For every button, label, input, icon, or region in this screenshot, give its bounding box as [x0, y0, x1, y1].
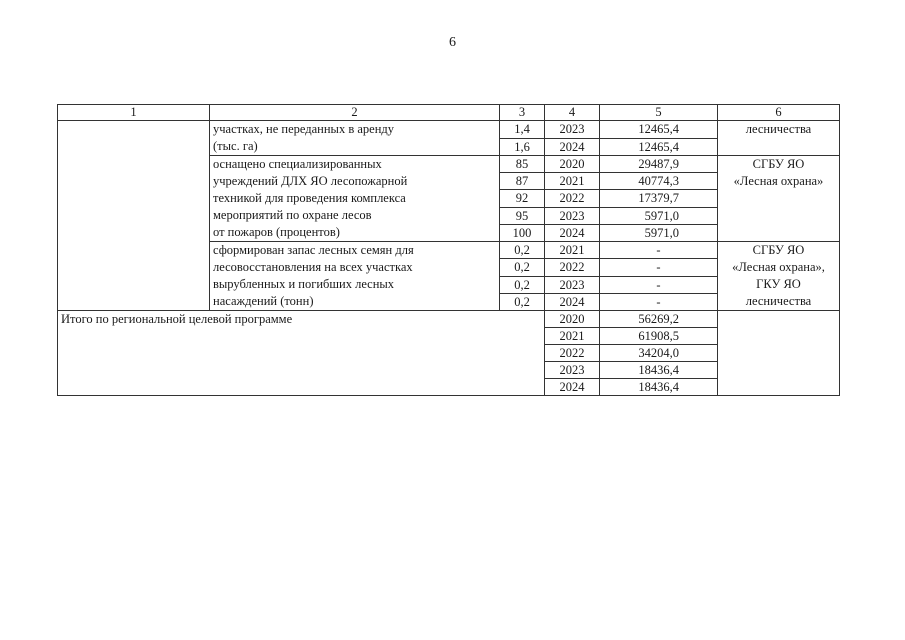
page-number: 6 — [449, 35, 456, 50]
amount-cell: - — [600, 259, 718, 276]
amount-cell: 40774,3 — [600, 173, 718, 190]
organization-cell: лесничества — [718, 121, 840, 156]
empty-org-cell — [718, 311, 840, 396]
amount-cell: 61908,5 — [600, 328, 718, 345]
header-cell: 3 — [500, 105, 545, 121]
year-cell: 2024 — [545, 293, 600, 310]
indicator-text: сформирован запас лесных семян для лесовосстановления на всех участках вырубленных и погибших лесных насаждений (тонн) — [210, 242, 500, 311]
year-cell: 2023 — [545, 276, 600, 293]
amount-cell: 56269,2 — [600, 311, 718, 328]
value-cell: 0,2 — [500, 242, 545, 259]
year-cell: 2023 — [545, 207, 600, 224]
year-cell: 2022 — [545, 259, 600, 276]
amount-cell: 29487,9 — [600, 156, 718, 173]
program-table — [57, 104, 840, 396]
indicator-text: оснащено специализированных учреждений ДЛХ ЯО лесопожарной техникой для проведения комплекса мероприятий по охране лесов от пожаров (процентов) — [210, 156, 500, 242]
year-cell: 2021 — [545, 242, 600, 259]
value-cell: 100 — [500, 224, 545, 241]
value-cell: 0,2 — [500, 276, 545, 293]
year-cell: 2024 — [545, 138, 600, 156]
year-cell: 2023 — [545, 362, 600, 379]
header-cell: 2 — [210, 105, 500, 121]
year-cell: 2024 — [545, 379, 600, 396]
value-cell: 1,4 — [500, 121, 545, 139]
value-cell: 0,2 — [500, 293, 545, 310]
year-cell: 2022 — [545, 345, 600, 362]
year-cell: 2020 — [545, 311, 600, 328]
indicator-text: участках, не переданных в аренду (тыс. га) — [210, 121, 500, 156]
value-cell: 0,2 — [500, 259, 545, 276]
amount-cell: - — [600, 276, 718, 293]
value-cell: 95 — [500, 207, 545, 224]
header-cell: 5 — [600, 105, 718, 121]
amount-cell: 17379,7 — [600, 190, 718, 207]
header-cell: 6 — [718, 105, 840, 121]
amount-cell: 12465,4 — [600, 138, 718, 156]
organization-cell: СГБУ ЯО «Лесная охрана», ГКУ ЯО лесничества — [718, 242, 840, 311]
header-row — [58, 105, 840, 121]
amount-cell: 18436,4 — [600, 362, 718, 379]
amount-cell: - — [600, 242, 718, 259]
amount-cell: 5971,0 — [600, 207, 718, 224]
value-cell: 85 — [500, 156, 545, 173]
header-cell: 1 — [58, 105, 210, 121]
total-row — [58, 311, 840, 328]
year-cell: 2021 — [545, 328, 600, 345]
organization-cell: СГБУ ЯО «Лесная охрана» — [718, 156, 840, 242]
amount-cell: 5971,0 — [600, 224, 718, 241]
amount-cell: 34204,0 — [600, 345, 718, 362]
total-label: Итого по региональной целевой программе — [58, 311, 545, 396]
year-cell: 2023 — [545, 121, 600, 139]
year-cell: 2022 — [545, 190, 600, 207]
amount-cell: 18436,4 — [600, 379, 718, 396]
header-cell: 4 — [545, 105, 600, 121]
value-cell: 92 — [500, 190, 545, 207]
year-cell: 2020 — [545, 156, 600, 173]
table-row — [58, 121, 840, 139]
year-cell: 2024 — [545, 224, 600, 241]
year-cell: 2021 — [545, 173, 600, 190]
value-cell: 1,6 — [500, 138, 545, 156]
value-cell: 87 — [500, 173, 545, 190]
amount-cell: 12465,4 — [600, 121, 718, 139]
empty-col1-cell — [58, 121, 210, 311]
amount-cell: - — [600, 293, 718, 310]
